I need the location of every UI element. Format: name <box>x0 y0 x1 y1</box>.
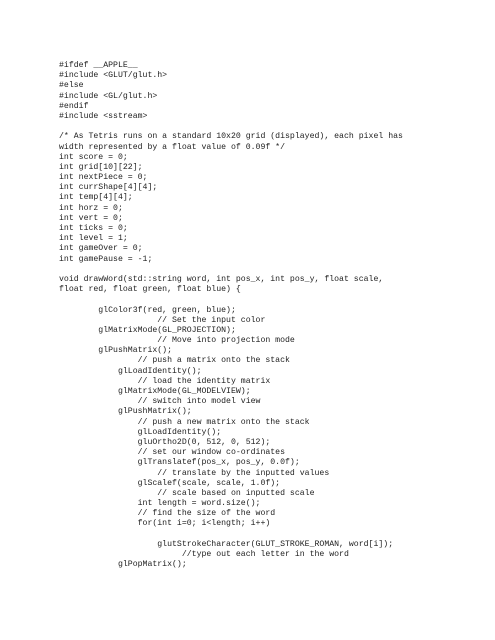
code-line <box>59 295 479 305</box>
code-line: glScalef(scale, scale, 1.0f); <box>59 478 281 488</box>
code-line: int temp[4][4]; <box>59 193 133 203</box>
code-line: // set our window co-ordinates <box>59 448 286 458</box>
code-line: // scale based on inputted scale <box>59 488 315 498</box>
code-line: glPushMatrix(); <box>59 346 173 356</box>
code-line: #include <GL/glut.h> <box>59 91 158 101</box>
code-line: int currShape[4][4]; <box>59 183 158 193</box>
code-line: #ifdef __APPLE__ <box>59 61 138 70</box>
code-line: #else <box>59 81 84 91</box>
code-line: // Set the input color <box>59 315 266 325</box>
code-line: int gameOver = 0; <box>59 244 143 254</box>
code-line: // translate by the inputted values <box>59 468 330 478</box>
code-line: glPushMatrix(); <box>59 407 192 417</box>
code-line: // find the size of the word <box>59 509 276 519</box>
code-line: int nextPiece = 0; <box>59 173 148 183</box>
code-line: int score = 0; <box>59 152 128 162</box>
code-line <box>59 265 479 275</box>
code-line: /* As Tetris runs on a standard 10x20 grid (displayed), each pixel has <box>59 132 403 142</box>
code-line: gluOrtho2D(0, 512, 0, 512); <box>59 437 271 447</box>
code-line: int grid[10][22]; <box>59 162 143 172</box>
code-line: float red, float green, float blue) { <box>59 285 241 295</box>
code-line: int gamePause = -1; <box>59 254 153 264</box>
code-line: glMatrixMode(GL_MODELVIEW); <box>59 387 251 396</box>
code-line: //type out each letter in the word <box>59 550 349 559</box>
code-line: glLoadIdentity(); <box>59 366 202 376</box>
source-code-listing <box>59 61 479 570</box>
code-line <box>59 530 479 540</box>
code-line: #endif <box>59 101 89 111</box>
code-line: int level = 1; <box>59 234 128 244</box>
code-line: void drawWord(std::string word, int pos_x, int pos_y, float scale, <box>59 274 384 284</box>
code-line: #include <GLUT/glut.h> <box>59 71 168 81</box>
code-line: glMatrixMode(GL_PROJECTION); <box>59 325 236 335</box>
code-line: glutStrokeCharacter(GLUT_STROKE_ROMAN, word[i]); <box>59 539 394 549</box>
code-line: // Move into projection mode <box>59 336 295 346</box>
code-line <box>59 122 479 132</box>
code-line: glPopMatrix(); <box>59 560 187 570</box>
code-line: int ticks = 0; <box>59 224 128 233</box>
code-line: // push a matrix onto the stack <box>59 356 290 366</box>
code-line: for(int i=0; i<length; i++) <box>59 519 271 529</box>
code-line: // switch into model view <box>59 397 261 407</box>
code-line: width represented by a float value of 0.09f */ <box>59 142 286 152</box>
code-line: glTranslatef(pos_x, pos_y, 0.0f); <box>59 458 300 468</box>
code-line: #include <sstream> <box>59 111 148 121</box>
code-line: // push a new matrix onto the stack <box>59 417 310 427</box>
code-line: // load the identity matrix <box>59 376 271 386</box>
code-line: int length = word.size(); <box>59 499 261 509</box>
code-line: int vert = 0; <box>59 213 123 223</box>
code-line: int horz = 0; <box>59 203 123 213</box>
code-line: glLoadIdentity(); <box>59 427 222 437</box>
code-line: glColor3f(red, green, blue); <box>59 305 236 315</box>
